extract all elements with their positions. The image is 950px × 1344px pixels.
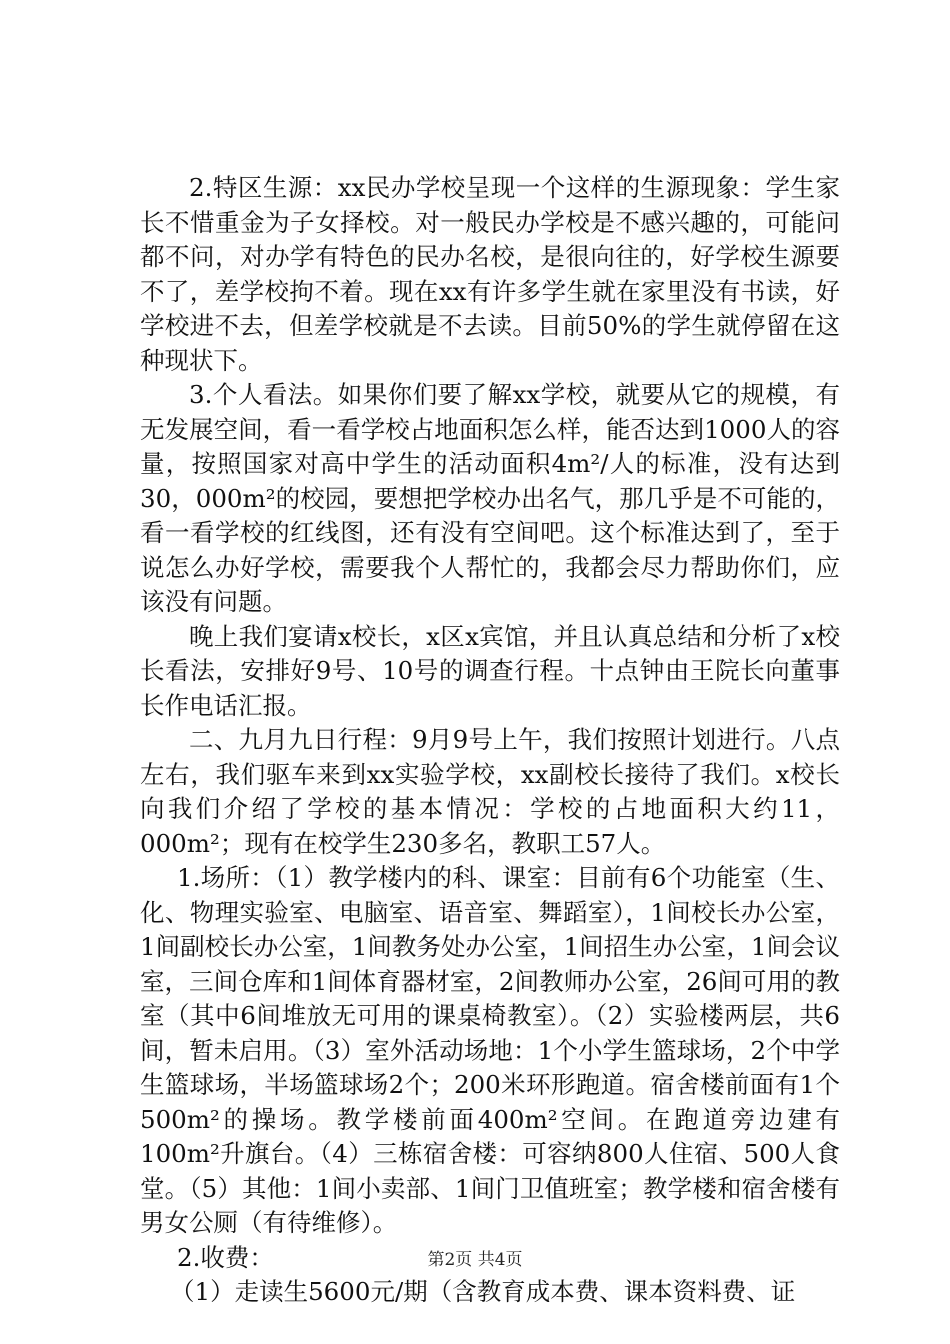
paragraph-personal-opinion: 3.个人看法。如果你们要了解xx学校，就要从它的规模，有无发展空间，看一看学校占地面积怎么样，能否达到1000人的容量，按照国家对高中学生的活动面积4m²/人的标准，没有达到30，000m²的校园，要想把学校办出名气，那几乎是不可能的，看一看学校的红线图，还有没有空间吧。这个标准达到了，至于说怎么办好学校，需要我个人帮忙的，我都会尽力帮助你们，应该没有问题。 <box>140 380 840 616</box>
paragraph-student-source: 2.特区生源：xx民办学校呈现一个这样的生源现象：学生家长不惜重金为子女择校。对一般民办学校是不感兴趣的，可能问都不问，对办学有特色的民办名校，是很向往的，好学校生源要不了，差学校拘不着。现在xx有许多学生就在家里没有书读，好学校进不去，但差学校就是不去读。目前50%的学生就停留在这种现状下。 <box>140 173 840 375</box>
paragraph-fees-day-student: （1）走读生5600元/期（含教育成本费、课本资料费、证 <box>170 1277 796 1306</box>
document-body <box>140 171 840 1310</box>
paragraph-facilities: 1.场所：（1）教学楼内的科、课室：目前有6个功能室（生、化、物理实验室、电脑室、语音室、舞蹈室），1间校长办公室，1间副校长办公室，1间教务处办公室，1间招生办公室，1间会议室，三间仓库和1间体育器材室，2间教师办公室，26间可用的教室（其中6间堆放无可用的课桌椅教室）。（2）实验楼两层，共6间，暂未启用。（3）室外活动场地：1个小学生篮球场，2个中学生篮球场，半场篮球场2个；200米环形跑道。宿舍楼前面有1个500m²的操场。教学楼前面400m²空间。在跑道旁边建有100m²升旗台。（4）三栋宿舍楼：可容纳800人住宿、500人食堂。（5）其他：1间小卖部、1间门卫值班室；教学楼和宿舍楼有男女公厕（有待维修）。 <box>140 863 840 1237</box>
page-number-footer: 第2页 共4页 <box>427 1250 523 1270</box>
paragraph-sept-9-itinerary: 二、九月九日行程：9月9号上午，我们按照计划进行。八点左右，我们驱车来到xx实验学校，xx副校长接待了我们。x校长向我们介绍了学校的基本情况：学校的占地面积大约11，000m²；现有在校学生230多名，教职工57人。 <box>140 725 840 858</box>
paragraph-evening-dinner: 晚上我们宴请x校长，x区x宾馆，并且认真总结和分析了x校长看法，安排好9号、10号的调查行程。十点钟由王院长向董事长作电话汇报。 <box>140 621 840 720</box>
paragraph-fees-heading: 2.收费： <box>177 1242 274 1272</box>
